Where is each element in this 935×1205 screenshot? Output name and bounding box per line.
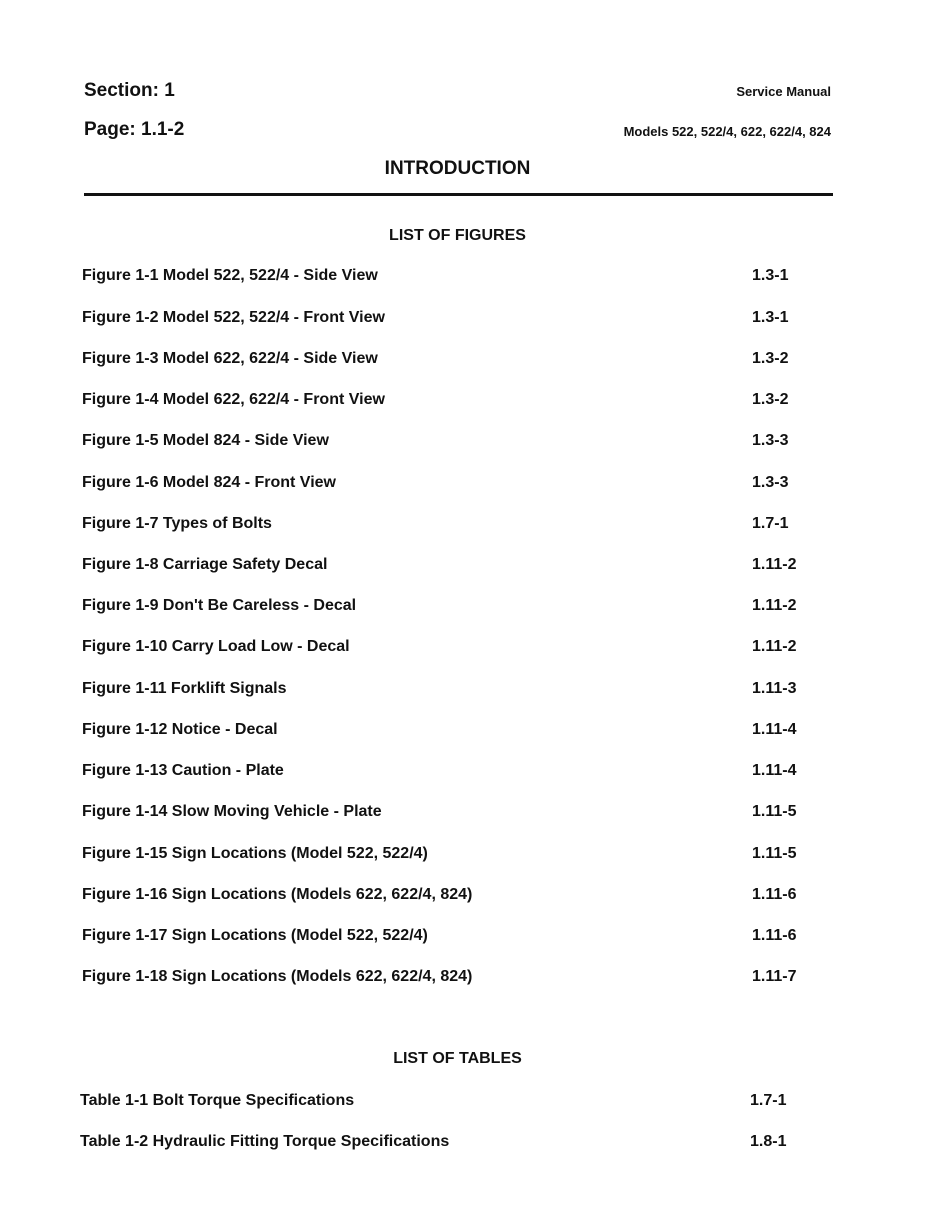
section-number: Section: 1 [84, 80, 175, 101]
manual-title: Service Manual [736, 84, 831, 99]
figure-page: 1.3-2 [752, 391, 789, 408]
title-divider [84, 193, 833, 196]
figure-label: Figure 1-13 Caution - Plate [82, 762, 284, 779]
figure-label: Figure 1-2 Model 522, 522/4 - Front View [82, 309, 385, 326]
page-title: INTRODUCTION [384, 158, 531, 179]
figure-label: Figure 1-9 Don't Be Careless - Decal [82, 597, 357, 614]
table-label: Table 1-1 Bolt Torque Specifications [80, 1092, 355, 1109]
figure-page: 1.11-7 [752, 968, 797, 985]
figure-label: Figure 1-17 Sign Locations (Model 522, 522/4) [82, 927, 428, 944]
figure-page: 1.11-2 [752, 638, 797, 655]
figure-page: 1.11-6 [752, 927, 797, 944]
figure-label: Figure 1-3 Model 622, 622/4 - Side View [82, 350, 378, 367]
figure-entry [82, 845, 842, 867]
table-page: 1.8-1 [750, 1133, 787, 1150]
figure-page: 1.3-1 [752, 309, 789, 326]
figure-page: 1.11-5 [752, 845, 797, 862]
figure-label: Figure 1-4 Model 622, 622/4 - Front View [82, 391, 385, 408]
figure-entry [82, 515, 842, 537]
figure-entry [82, 803, 842, 825]
figure-page: 1.3-2 [752, 350, 789, 367]
list-of-figures-heading: LIST OF FIGURES [389, 227, 526, 244]
list-of-tables-heading: LIST OF TABLES [393, 1050, 522, 1067]
figure-label: Figure 1-10 Carry Load Low - Decal [82, 638, 350, 655]
figure-label: Figure 1-16 Sign Locations (Models 622, 622/4, 824) [82, 886, 473, 903]
figure-label: Figure 1-14 Slow Moving Vehicle - Plate [82, 803, 382, 820]
models-list: Models 522, 522/4, 622, 622/4, 824 [623, 124, 831, 139]
figure-entry [82, 927, 842, 949]
figure-entry [82, 721, 842, 743]
figure-entry [82, 474, 842, 496]
figure-entry [82, 597, 842, 619]
figure-entry [82, 638, 842, 660]
figure-page: 1.11-4 [752, 721, 797, 738]
table-page: 1.7-1 [750, 1092, 787, 1109]
figure-label: Figure 1-11 Forklift Signals [82, 680, 287, 697]
figure-page: 1.11-5 [752, 803, 797, 820]
figure-entry [82, 391, 842, 413]
figure-page: 1.11-3 [752, 680, 797, 697]
figure-label: Figure 1-15 Sign Locations (Model 522, 522/4) [82, 845, 428, 862]
figure-label: Figure 1-12 Notice - Decal [82, 721, 278, 738]
figure-label: Figure 1-6 Model 824 - Front View [82, 474, 336, 491]
figure-label: Figure 1-8 Carriage Safety Decal [82, 556, 328, 573]
table-entry [80, 1092, 840, 1114]
figure-label: Figure 1-18 Sign Locations (Models 622, 622/4, 824) [82, 968, 473, 985]
figure-entry [82, 350, 842, 372]
figure-label: Figure 1-5 Model 824 - Side View [82, 432, 329, 449]
table-label: Table 1-2 Hydraulic Fitting Torque Specifications [80, 1133, 450, 1150]
figure-entry [82, 680, 842, 702]
table-entry [80, 1133, 840, 1155]
figure-entry [82, 556, 842, 578]
figure-entry [82, 267, 842, 289]
figure-entry [82, 762, 842, 784]
figure-page: 1.11-4 [752, 762, 797, 779]
figure-entry [82, 309, 842, 331]
figure-page: 1.3-3 [752, 474, 789, 491]
figure-page: 1.3-1 [752, 267, 789, 284]
figure-page: 1.7-1 [752, 515, 789, 532]
figure-page: 1.11-2 [752, 556, 797, 573]
figure-entry [82, 968, 842, 990]
figure-entry [82, 432, 842, 454]
figure-entry [82, 886, 842, 908]
figure-label: Figure 1-7 Types of Bolts [82, 515, 272, 532]
page-number: Page: 1.1-2 [84, 119, 185, 140]
figure-page: 1.11-6 [752, 886, 797, 903]
figure-label: Figure 1-1 Model 522, 522/4 - Side View [82, 267, 378, 284]
figure-page: 1.11-2 [752, 597, 797, 614]
figure-page: 1.3-3 [752, 432, 789, 449]
